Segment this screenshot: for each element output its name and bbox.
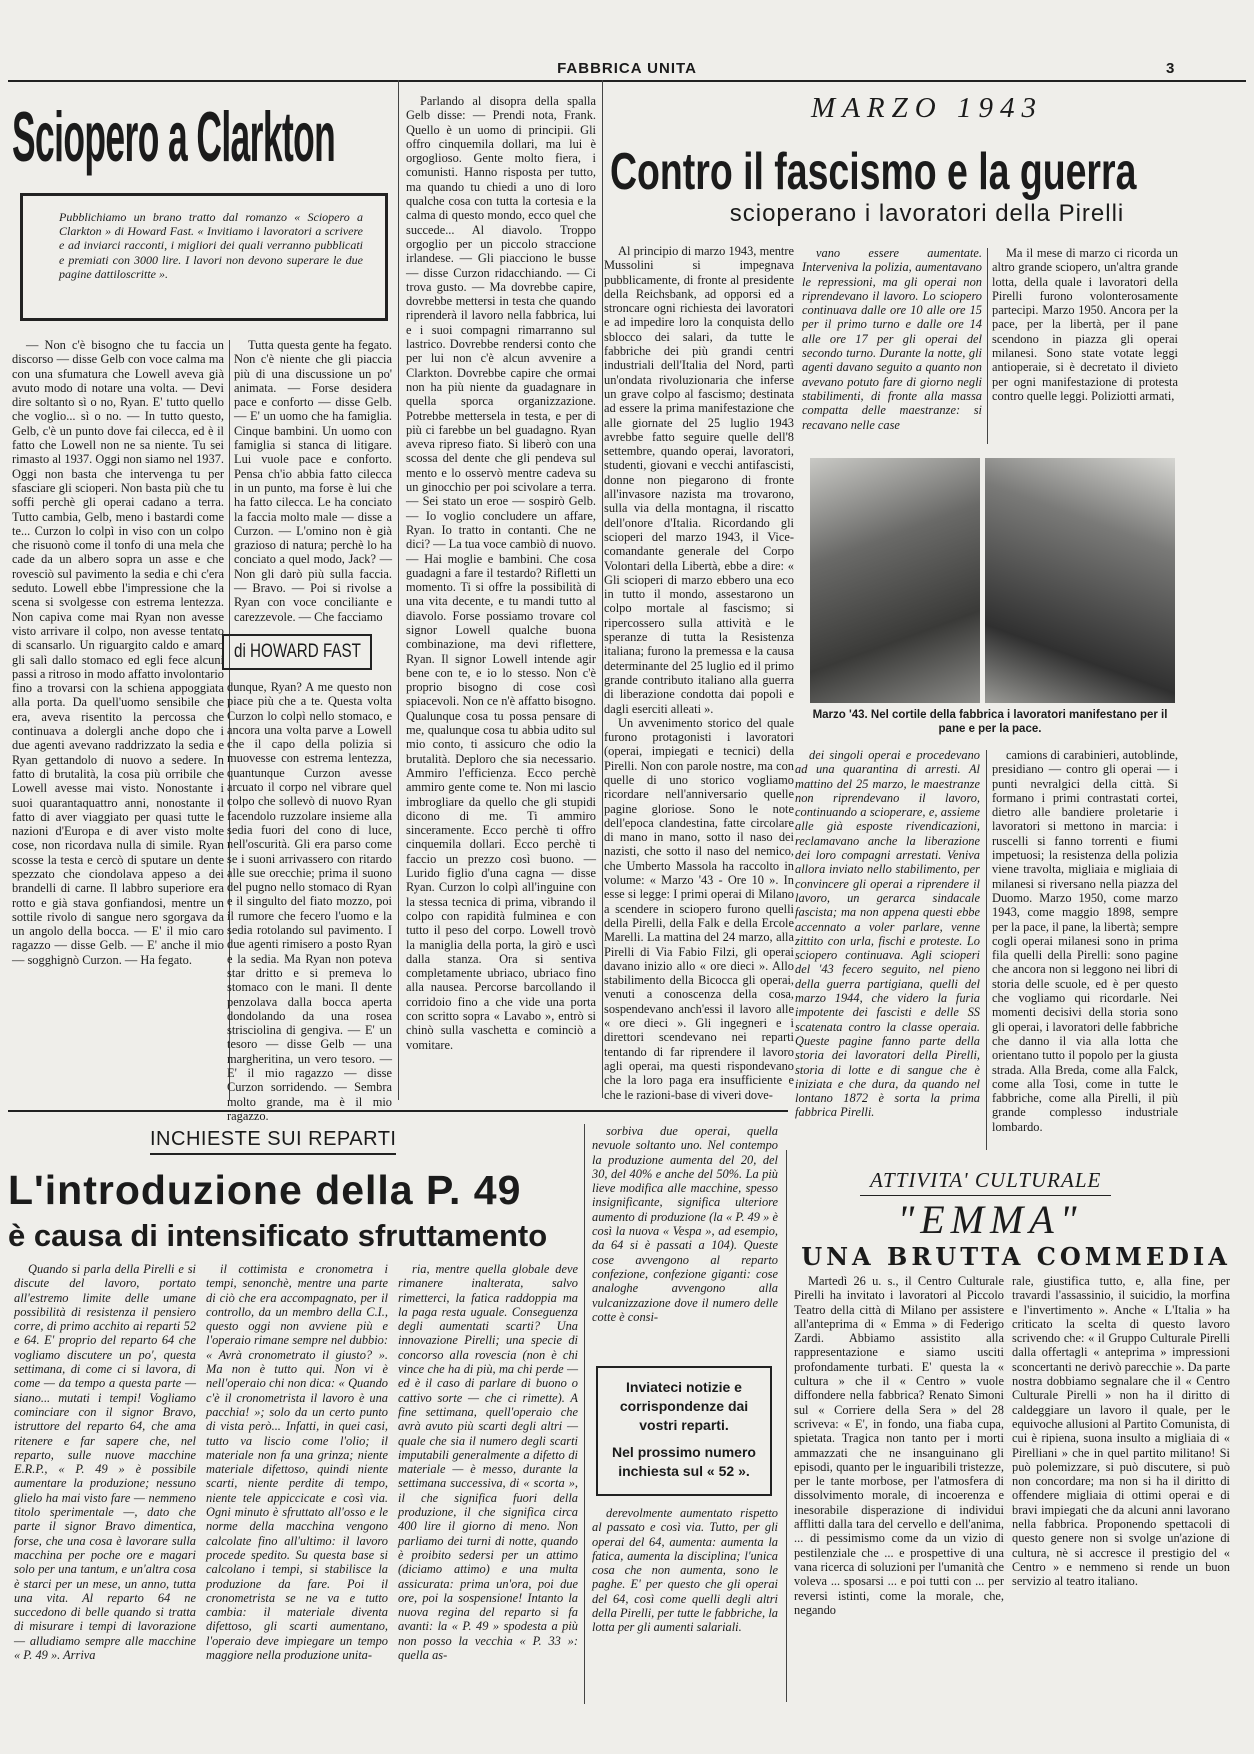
p49-col4-text: sorbiva due operai, quella nevuole soltanto uno. Nel contempo la produzione aumenta del 20, del 30, del 40% e anche del 50%. La più lieve modifica alle macchine, spesso insignificante, significa ulteriore aumento di produzione (la « P. 49 » è così la nuova « Vespa », ad esempio, da 64 si è passati a 104). Queste cose avvengono al reparto confezione, confezione giganti: cose analoghe avvengono alla vulcanizzazione dove il numero delle cotte è consi- [592,1124,778,1324]
p49-rule [584,1124,585,1704]
clarkton-col2b [227,680,392,1123]
section-rule-lower [8,1110,788,1112]
clarkton-col3 [406,94,596,1102]
p49-box-line1: Inviateci notizie e corrispondenze dai vostri reparti. [619,1379,749,1433]
clarkton-intro: Pubblichiamo un brano tratto dal romanzo « Sciopero a Clarkton » di Howard Fast. « Invitiamo i lavoratori a scrivere e ad inviarci racconti, i migliori dei quali verranno pubblicati e premiati con 3000 lire. I lavori non devono superare le due pagine dattiloscritte ». [59,210,363,281]
pirelli-col2 [802,246,982,446]
pirelli-col1b-text: Un avvenimento storico del quale furono protagonisti i lavoratori (operai, impiegati e tecnici) della Pirelli. Non con parole nostre, ma con quelle di uno storico vogliamo ricordare nell'anniversario quelle pagine gloriose. Sono le note dell'epoca clandestina, fatte circolare di mano in mano, sotto il naso dei nazisti, che sotto il naso del nemico, che Umberto Massola ha raccolto in volume: « Marzo '43 - Ore 10 ». In esse si legge: I primi operai di Milano a scendere in sciopero furono quelli della Pirelli, della Falk e della Ercole Marelli. La mattina del 24 marzo, alla Pirelli di Via Fabio Filzi, gli operai davano inizio allo « ore dieci ». Allo stabilimento della Bicocca gli operai, venuti a conoscenza della cosa, sospendevano anch'essi il lavoro alle « ore dieci ». Gli ingegneri e i direttori scendevano nei reparti tentando di far riprendere il lavoro agli operai, ma questi rispondevano che la loro paga era insufficiente e che le razioni-base di viveri dove- [604,715,794,1102]
page-number: 3 [1166,60,1175,77]
p49-kicker: INCHIESTE SUI REPARTI [150,1128,396,1155]
emma-col1 [794,1274,1004,1702]
strike-photo-speaker [985,458,1175,703]
p49-col1-text: Quando si parla della Pirelli e si discute del lavoro, portato all'estremo limite delle umane possibilità di resistenza il pensiero corre, di primo acchito ai reparti 52 e 64. E' proprio del reparto 64 che vogliamo discutere un po', questa settimana, di come ci si lavora, di come — da tempo a questa parte — siano... mutati i tempi! Vogliamo cominciare con il signor Bravo, istruttore del reparto 64, che ama ritenere e far sapere che, nel reparto, sulle nuove macchine E.R.P., « P. 49 » è possibile aumentare la produzione; nessuno glielo ha mai visto fare — nemmeno titolo sperimentale —, dato che parte il signor Bravo dimentica, forse, che una cosa è lavorare sulla macchina per poche ore e magari solo per una tantum, e un'altra cosa è starci per un mese, un anno, tutta una vita. Al reparto 64 ne succedono di belle quando si tratta di misurare i tempi di lavorazione — alludiamo sempre alle macchine « P. 49 ». Arriva [14,1262,196,1663]
clarkton-col2a-text: Tutta questa gente ha fegato. Non c'è niente che gli piaccia più di una discussione un po' animata. — Forse desidera pace e conforto — disse Gelb. — E' un uomo che ha famiglia. Cinque bambini. Un uomo con famiglia si stanca di litigare. Lui vuole pace e conforto. Pensa ch'io abbia fatto cilecca in un punto, ma forse è lui che ha fatto cilecca. Le ha conciato la faccia molto male — disse a Curzon. — L'omino non è già grazioso di natura; perchè lo ha conciato a quel modo, Jack? — Non gli darò più sulla faccia. — Bravo. — Poi si rivolse a Ryan con voce conciliante e carezzevole. — Che facciamo [234,338,392,624]
pirelli-rule-b [986,750,987,1150]
emma-col2-text: rale, giustifica tutto, e, alla fine, per travardi l'assassinio, il suicidio, la morfina e l'invertimento ». Anche « L'Italia » ha criticato la scelta di questo lavoro scrivendo che: « il Gruppo Culturale Pirelli dalla offertagli « anteprima » impressioni sconcertanti ne derivò parecchie ». Da parte nostra dobbiamo segnalare che il « Centro Culturale Pirelli » non ha il diritto di caldeggiare un lavoro il quale, per le equivoche allusioni al Partito Comunista, di cui è ripiena, suona insulto a migliaia di « Pirelliani » che in quel partito militano! Si può polemizzare, si può discutere, si può non concordare; ma non si ha il diritto di offendere migliaia di ottimi operai e di bravi impiegati che da alcuni anni lavorano nella fabbrica. Proponendo spettacoli di questo genere non si svolge un'azione di cultura, nè si accresce il prestigio del « Centro » e nemmeno si rende un buon servizio al teatro italiano. [1012,1274,1230,1589]
emma-col2 [1012,1274,1230,1702]
pirelli-date: MARZO 1943 [811,92,1043,124]
emma-title: "EMMA" [897,1197,1083,1242]
clarkton-byline: di HOWARD FAST [234,641,361,662]
clarkton-byline-box [222,634,372,670]
header-rule [8,80,1246,82]
paper-name: FABBRICA UNITA [557,60,697,77]
clarkton-col1 [12,338,224,1102]
emma-left-rule [786,1150,787,1702]
running-header [0,60,1254,80]
pirelli-rule-a [987,248,988,444]
emma-subhead: UNA BRUTTA COMMEDIA [801,1242,1231,1271]
pirelli-headline: Contro il fascismo e la guerra [610,143,1137,201]
p49-col2 [206,1262,388,1702]
p49-col3 [398,1262,578,1702]
pirelli-col1 [604,244,794,1102]
clarkton-title: Sciopero a Clarkton [12,97,336,177]
p49-col4b-text: derevolmente aumentato rispetto al passato e così via. Tutto, per gli operai del 64, aumenta: aumenta la fatica, aumenta la disciplina; l'unica cosa che non aumenta, sono le paghe. E' per questo che gli operai del 64, così come quelli degli altri della Pirelli, per tutte le fabbriche, la lotta per gli aumenti salariali. [592,1506,778,1635]
p49-box [596,1366,772,1496]
p49-col1 [14,1262,196,1702]
p49-col4 [592,1124,778,1364]
pirelli-subhead: scioperano i lavoratori della Pirelli [729,200,1125,227]
clarkton-col1-text: — Non c'è bisogno che tu faccia un discorso — disse Gelb con voce calma ma con una sfumatura che Lowell aveva già avuto modo di notare una volta. — Devi dire soltanto sì o no, Ryan. E' tutto quello che voglio... sì o no. — In tutto questo, Gelb, c'è un punto dove fai cilecca, ed è il fatto che Lowell non ne sa niente. Tu sei rimasto al 1937. Oggi non siamo nel 1937. Oggi non basta che intervenga tu per sfasciare gli scioperi. Non basta più che tu soffi perchè gli operai cadano a terra. Tutto cambia, Gelb, meno i bastardi come te... Curzon lo colpì in viso con un colpo che risuonò come il tonfo di una mela che cade da un albero sopra un asse e che rovesciò sul pavimento la sedia e chi c'era seduto. Lowell ebbe l'impressione che la scena si svolgesse con estrema lentezza. Non capiva come mai Ryan non avesse visto arrivare il colpo, non avesse tentato di scansarlo. Un riguargito caldo e amaro gli salì dallo stomaco ed egli fece alcuni passi a ritroso in modo affatto involontario fino a trovarsi con la schiena appoggiata alla porta. Da quell'uomo sensibile che era, aveva risentito la percossa che continuava a dolergli anche dopo che i due agenti avevano raddrizzato la sedia e Ryan gettandolo di nuovo a sedere. In fatto di brutalità, la cosa più orribile che Lowell avesse mai visto. Nonostante i suoi quarantaquattro anni, nonostante il fatto di aver viaggiato per quasi tutte le nazioni d'Europa e di aver visto molte cose, non ricordava nulla di simile. Ryan scosse la testa e cercò di sputare un dente spezzato che ciondolava appeso a dei brandelli di carne. Il labbro superiore era rotto e già stava gonfiandosi, mentre un sottile rivolo di sangue nero sgorgava da un angolo della bocca. — E' il mio caro ragazzo — disse Gelb. — E' anche il mio — sogghignò Curzon. — Ha fegato. [12,338,224,967]
pirelli-col1-text: Al principio di marzo 1943, mentre Mussolini si impegnava pubblicamente, di fronte al presidente della Reichsbank, ad opporsi ed a stroncare ogni richiesta dei lavoratori e ad impedire loro la conquista dello sblocco dei salari, da tutte le fabbriche dei più grandi centri industriali dell'Italia del Nord, partì un'ondata rivoluzionaria che inferse un grave colpo al fascismo; destinata ad essere la prima manifestazione che alle giornate del 25 luglio 1943 avrebbe fatto seguire quelle dell'8 settembre, quando operai, lavoratori, studenti, giovani e vecchi antifascisti, donne non piegarono di fronte all'invasore nazista ma trovarono, sulla via della montagna, il riscatto dell'onore d'Italia. Ricordando gli scioperi del marzo 1943, il Vice-comandante generale del Corpo Volontari della Libertà, ebbe a dire: « Gli scioperi di marzo ebbero una eco in tutto il mondo, assestarono un colpo mortale al fascismo; si ripercossero sulla attività e le speranze di tutta la Resistenza italiana; furono la premessa e la causa determinante del 25 luglio ed il primo grande contributo italiano alla guerra di liberazione condotta dai popoli e dagli eserciti alleati ». [604,244,794,716]
photo-caption: Marzo '43. Nel cortile della fabbrica i lavoratori manifestano per il pane e per la pace. [812,709,1168,735]
clarkton-col2a [234,338,392,624]
p49-headline: L'introduzione della P. 49 [8,1167,522,1213]
clarkton-rule-2 [398,80,399,1100]
pirelli-col2b [795,748,980,1150]
clarkton-intro-box [20,193,388,321]
pirelli-col3 [992,246,1178,446]
p49-subhead: è causa di intensificato sfruttamento [8,1218,548,1253]
emma-kicker: ATTIVITA' CULTURALE [860,1168,1111,1196]
p49-col2-text: il cottimista e cronometra i tempi, senonchè, mentre una parte di ciò che era accompagnato, per il controllo, da un membro della C.I., questo oggi non avviene più e l'operaio rimane sempre nel dubbio: « Avrà cronometrato il giusto? ». Ma non è tutto qui. Non vi è nell'operaio chi non dica: « Quando c'è il cronometrista il lavoro è una pacchia! »; solo da un certo punto di vista però... Infatti, in quei casi, tutto va liscio come l'olio; il materiale non fa una grinza; niente materiale difettoso, quindi niente scarti, niente perdite di tempo, niente tele appiccicate e così via. Ogni minuto è sfruttato all'osso e le norme della macchina vengono calcolate fino all'ultimo: il lavoro procede spedito. Su questa base si calcolano i tempi, si stabilisce la produzione da fare. Poi il cronometrista se ne va e tutto cambia: il materiale diventa difettoso, gli scarti aumentano, l'operaio deve impiegare un tempo maggiore nella produzione unita- [206,1262,388,1663]
p49-col3-text: ria, mentre quella globale deve rimanere inalterata, salvo rimetterci, la fatica raddoppia ma la paga resta uguale. Conseguenza degli aumentati scarti? Una innovazione Pirelli; una specie di concorso alla rovescia (non è chi vince che ha di più, ma chi perde — ed è il caso di parlare di buono o cattivo sorte — che ci rimette). A fine settimana, quell'operaio che avrà avuto più scarti degli altri — quale che sia il numero degli scarti imputabili generalmente a difetto di materiale — è messo, durante la settimana successiva, di « scorta », il che significa fuori della produzione, il che significa circa 400 lire il giorno di meno. Non parliamo dei turni di notte, quando è proibito sedersi per un attimo (diciamo attimo) e una multa assicurata: prima un'ora, poi due ore, poi la sospensione! Intanto la nuova regina del reparto si fa avanti: la « P. 49 » spodesta a più non posso la vecchia « P. 33 »: quella as- [398,1262,578,1663]
pirelli-col3-text: Ma il mese di marzo ci ricorda un altro grande sciopero, un'altra grande lotta, della quale i lavoratori della Pirelli furono volonterosamente partecipi. Marzo 1950. Ancora per la pace, per la libertà, per il pane scendono in piazza gli operai milanesi. Sono state votate leggi antioperaie, si è decretato il divieto per ogni manifestazione di protesta contro quelle leggi. Poliziotti armati, [992,246,1178,403]
p49-col4b [592,1506,778,1702]
pirelli-col2-text: vano essere aumentate. Interveniva la polizia, aumentavano le repressioni, ma gli operai non riprendevano il lavoro. Lo sciopero continuava dalle ore 10 alle ore 15 per il primo turno e dalle ore 14 alle ore 17 per gli operai del secondo turno. Durante la notte, gli agenti davano seguito a quanto non avevano potuto fare di giorno negli stabilimenti, di fronte alla massa compatta delle maestranze: si recavano nelle case [802,246,982,432]
pirelli-col3b-text: camions di carabinieri, autoblinde, presidiano — contro gli operai — i punti nevralgici della città. Si formano i primi contrastati cortei, dietro alle bandiere proletarie i lavoratori si mettono in marcia: i ruscelli si fanno torrenti e fiumi impetuosi; la resistenza della polizia viene travolta, migliaia e migliaia di milanesi si riversano nella piazza del Duomo. Marzo 1950, come marzo 1943, come maggio 1898, sempre per la pace, il pane, la libertà; sempre cogli operai milanesi sono in prima fila quelli della Pirelli: sono pagine che ancora non si leggono nei libri di storia delle scuole, ed è per questo che vogliamo qui ricordarle. Nei momenti decisivi della storia sono gli operai, i lavoratori delle fabbriche che danno il via alla lotta che orientano tutto il popolo per la giusta strada. Alla Breda, come alla Falck, come alla Tosi, come in tutte le fabbriche, come alla Pirelli, il più grande complesso industriale lombardo. [992,748,1178,1134]
pirelli-col3b [992,748,1178,1148]
clarkton-col3-text: Parlando al disopra della spalla Gelb disse: — Prendi nota, Frank. Quello è un uomo di principii. Gli offro cinquemila dollari, ma lui è orgoglioso. Gente molto fiera, i comunisti. Hanno risposta per tutto, ma quando tu chiedi a uno di loro qualche cosa con tutta la cortesia e la calma di questo mondo, ecco quel che succede... Al diavolo. Troppo orgoglio per un piccolo straccione irlandese. — Gli piacciono le busse — disse Curzon ridacchiando. — Ci trova gusto. — Ma dovrebbe capire, dovrebbe mettersi in testa che quando riprenderà il lavoro nella fabbrica, lui e i suoi compagni rimarranno sul lastrico. Dovrebbe rendersi conto che per lui non c'è alcun avvenire a Clarkton. Dovrebbe capire che ormai non ha più niente da guadagnare in quella sporca organizzazione. Potrebbe mettersela in testa, e per di più ci farebbe un bel guadagno. Ryan aveva ripreso fiato. Si liberò con una scossa del dente che gli pendeva sul mento e lo osservò mentre cadeva su un ginocchio per poi scivolare a terra. — Sei stato un eroe — sospirò Gelb. — Io voglio concludere un affare, Ryan. Io tratto in contanti. Che ne dici? — La tua voce cambiò di nuovo. — Hai moglie e bambini. Che cosa guadagni a fare il testardo? Rifletti un momento. Ti si offre la possibilità di una vita decente, e tu mandi tutto al diavolo. Forse possiamo trovare col signor Lowell qualche buona combinazione, ma devi riflettere, Ryan. Il signor Lowell intende agir bene con te, e io lo stesso. Non c'è proprio bisogno di cose così spiacevoli. Non ce n'è affatto bisogno. Qualunque cosa tu possa pensare di me, qualunque cosa tu abbia udito sul mio conto, ti assicuro che odio la brutalità. Deploro che sia necessario. Ammiro l'efficienza. Ecco perchè ammiro gente come te. Non mi lascio imbrogliare da quello che gli stupidi dicono di me. Ti ammiro sinceramente. Ecco perchè ti offro cinquemila dollari. Ecco perchè ti faccio un prezzo così buono. — Lurido figlio d'una cagna — disse Ryan. Curzon lo colpì all'inguine con la stessa tecnica di prima, vibrando il colpo con rapidità fulminea e con tutto il peso del corpo. Lowell trovò la maniglia della porta, la girò e uscì dalla stanza. Ora si sentiva completamente ubriaco, ubriaco fino alla nausea. Percorse barcollando il corridoio fino a che vide una porta con scritto sopra « Lavabo », entrò si chinò sulla vaschetta e cominciò a vomitare. [406,94,596,1052]
column-rule-mid [602,80,603,1098]
clarkton-col2b-text: dunque, Ryan? A me questo non piace più che a te. Questa volta Curzon lo colpì nello stomaco, e ancora una volta parve a Lowell che il capo della polizia si muovesse con estrema lentezza, quantunque Curzon avesse arcuato il corpo nel vibrare quel colpo che sollevò di nuovo Ryan facendolo ruzzolare insieme alla sedia fuori del cono di luce, nell'oscurità. Gli era parso come se i suoni arrivassero con ritardo alle sue orecchie; prima il suono del pugno nello stomaco di Ryan e il singulto del fiato mozzo, poi il rumore che fecero l'uomo e la sedia rotolando sul pavimento. I due agenti rimisero a posto Ryan e la sedia. Ma Ryan non poteva star dritto e si premeva lo stomaco con le mani. Il dente penzolava dalla bocca aperta dondolando da una rosea strisciolina di gengiva. — E' un tesoro — disse Gelb — una margheritina, un vero tesoro. — E' il mio ragazzo — disse Curzon sorridendo. — Sembra molto grande, ma è il mio ragazzo. [227,680,392,1123]
strike-photo-crowd [810,458,980,703]
p49-box-line2: Nel prossimo numero inchiesta sul « 52 ». [612,1444,756,1479]
emma-col1-text: Martedì 26 u. s., il Centro Culturale Pirelli ha invitato i lavoratori al Piccolo Teatro della città di Milano per assistere all'anteprima di « Emma » di Federigo Zardi. Abbiamo assistito alla rappresentazione e siamo usciti profondamente turbati. E' questa la « cultura » che il « Centro » vuole diffondere nella fabbrica? Renato Simoni sul « Corriere della Sera » del 28 scriveva: « E', in fondo, una fiaba cupa, spietata. Tragica non tanto per i morti ammazzati che ne insanguinano gli episodi, quanto per le inguaribili tristezze, per le tante morbose, per l'atmosfera di dissolvimento morale, di incoerenza e inesorabile disperazione di individui afflitti dalla tara del cervello e dell'anima, ... di pessimismo come da un vizio di pestilenziale che ... e prospettive di una vana ricerca di soluzioni per l'umanità che voleva ... sposarsi ... e poi tutti con ... per reversi istinti, come la morale, che, negando [794,1274,1004,1617]
pirelli-col2b-text: dei singoli operai e procedevano ad una quarantina di arresti. Al mattino del 25 marzo, le maestranze non riprendevano il lavoro, continuando a scioperare, e, assieme alle già esposte rivendicazioni, reclamavano anche la liberazione dei loro compagni arrestati. Veniva allora inviato nello stabilimento, per convincere gli operai a riprendere il lavoro, un gerarca sindacale fascista; ma non appena questi ebbe accennato a voler parlare, venne zittito con urla, fischi e proteste. Lo sciopero continuava. Agli scioperi del '43 fecero seguito, nel pieno della guerra partigiana, quelli del marzo 1944, che videro la furia impotente dei fascisti e delle SS scatenata contro la classe operaia. Queste pagine fanno parte della storia dei lavoratori della Pirelli, storia di lotte e di sangue che è iniziata e che dura, da quando nel lontano 1872 è sorta la prima fabbrica Pirelli. [795,748,980,1120]
